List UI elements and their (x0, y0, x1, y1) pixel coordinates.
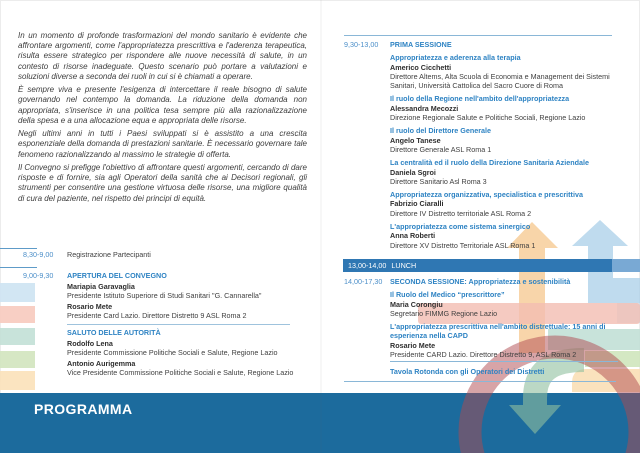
speaker-role: Presidente Istituto Superiore di Studi Sanitari "G. Cannarella" (67, 291, 262, 300)
speaker-role: Direttore Sanitario Asl Roma 3 (390, 176, 487, 186)
speaker-role: Presidente CARD Lazio. Direttore Distretto 9, ASL Roma 2 (390, 350, 577, 360)
speaker-role: Presidente Commissione Politiche Sociali e Salute, Regione Lazio (67, 348, 278, 357)
divider-line (67, 324, 290, 325)
agenda-item (390, 322, 630, 362)
lunch-label: LUNCH (391, 261, 417, 270)
divider-line (344, 381, 616, 382)
intro-paragraph: Il Convegno si prefigge l'obiettivo di affrontare questi argomenti, cercando di dare risposte e di fornire, sia agli Operatori della sanità che ai Decisori regionali, gli strumenti per consentire una gestione virtuosa delle risorse, una migliore qualità di cura del paziente, nel rispetto dei principi di equità. (18, 163, 307, 203)
section-heading-apertura: APERTURA DEL CONVEGNO (67, 271, 167, 280)
left-separator-line (0, 267, 37, 268)
page-title: PROGRAMMA (34, 401, 133, 417)
session-2-heading: SECONDA SESSIONE: Appropriatezza e sostenibilità (390, 277, 571, 286)
registration-title: Registrazione Partecipanti (67, 250, 151, 259)
section-saluto (67, 328, 299, 379)
talk-title: L'appropriatezza prescrittiva nell'ambito distrettuale: 15 anni di esperienza nella CAPD (390, 322, 606, 341)
speaker-name: Rosario Mete (390, 340, 436, 350)
talk-title: Il Ruolo del Medico “prescrittore” (390, 290, 505, 300)
time-label: 9,30-13,00 (344, 40, 379, 49)
speaker-role: Direttore Generale ASL Roma 1 (390, 144, 492, 154)
agenda-item (390, 190, 630, 218)
talk-title: Appropriatezza e aderenza alla terapia (390, 53, 521, 63)
talk-title: Appropriatezza organizzativa, specialistica e prescrittiva (390, 190, 583, 200)
talk-title: Tavola Rotonda con gli Operatori dei Distretti (390, 367, 545, 377)
agenda-item (390, 94, 630, 122)
time-label: 8,30-9,00 (23, 250, 54, 259)
talk-title: Il ruolo del Direttore Generale (390, 126, 492, 136)
speaker (67, 339, 299, 357)
lunch-bar (343, 259, 612, 272)
session-2 (344, 277, 632, 382)
speaker-name: Antonio Aurigemma (67, 359, 136, 368)
speaker (67, 282, 303, 300)
session-1 (344, 40, 632, 254)
agenda-item (390, 126, 630, 154)
speaker-name: Angelo Tanese (390, 135, 441, 145)
section-heading-saluto: SALUTO DELLE AUTORITÀ (67, 328, 161, 337)
speaker-name: Fabrizio Ciaralli (390, 199, 444, 209)
intro-paragraph: Negli ultimi anni in tutti i Paesi sviluppati si è assistito a una crescita esponenziale della domanda di prestazioni sanitarie. È necessario governare tale fenomeno razionalizzando al massimo le strategie di offerta. (18, 129, 307, 159)
time-label: 14,00-17,30 (344, 277, 383, 286)
left-separator-line (0, 248, 37, 249)
speaker-name: Maria Corongiu (390, 299, 443, 309)
time-label: 9,00-9,30 (23, 271, 54, 280)
speaker-role: Presidente Card Lazio. Direttore Distretto 9 ASL Roma 2 (67, 311, 247, 320)
schedule-row-registration (23, 250, 313, 259)
intro-paragraph: È sempre viva e presente l'esigenza di intercettare il reale bisogno di salute governando nel contempo la domanda. La riduzione della domanda non appropriata, s'inserisce in una politica tesa sempre più alla razionalizzazione della spesa e a una allocazione equa e appropriata delle risorse. (18, 85, 307, 125)
divider-line (390, 361, 618, 362)
intro-text (18, 31, 307, 207)
lunch-bar-extension (612, 259, 640, 272)
speaker-name: Rosario Mete (67, 302, 113, 311)
talk-title: Il ruolo della Regione nell'ambito dell'appropriatezza (390, 94, 570, 104)
speaker-role: Segretario FIMMG Regione Lazio (390, 308, 498, 318)
talk-title: L'appropriatezza come sistema sinergico (390, 222, 531, 232)
speaker-role: Direttore IV Distretto territoriale ASL Roma 2 (390, 208, 532, 218)
talk-title: La centralità ed il ruolo della Direzione Sanitaria Aziendale (390, 158, 590, 168)
session-1-heading: PRIMA SESSIONE (390, 40, 452, 49)
speaker (67, 359, 299, 377)
lunch-time: 13,00-14,00 (348, 261, 387, 270)
speaker (67, 302, 303, 320)
agenda-item (390, 158, 630, 186)
column-top-line (344, 35, 612, 36)
speaker-role: Direttore Altems, Alta Scuola di Economia e Management dei Sistemi Sanitari, Università Cattolica del Sacro Cuore di Roma (390, 71, 610, 91)
agenda-item (390, 367, 630, 376)
intro-paragraph: In un momento di profonde trasformazioni del mondo sanitario è evidente che affrontare argomenti, come l'appropriatezza prescrittiva e l'aderenza terapeutica, risulta essere strategico per rispondere alle nuove necessità di salute, in un contesto di risorse inadeguate. Questo scenario può portare a valutazioni e soluzioni diverse a seconda dei ruoli in cui si è chiamati a operare. (18, 31, 307, 81)
agenda-item (390, 222, 630, 250)
speaker-name: Daniela Sgroi (390, 167, 436, 177)
speaker-name: Rodolfo Lena (67, 339, 113, 348)
agenda-item (390, 290, 630, 318)
speaker-role: Direttore XV Distretto Territoriale ASL Roma 1 (390, 240, 536, 250)
agenda-item (390, 53, 630, 90)
schedule-row-apertura (23, 271, 309, 322)
speaker-name: Mariapia Garavaglia (67, 282, 135, 291)
speaker-name: Anna Roberti (390, 231, 436, 241)
speaker-role: Direzione Regionale Salute e Politiche Sociali, Regione Lazio (390, 113, 586, 123)
speaker-role: Vice Presidente Commissione Politiche Sociali e Salute, Regione Lazio (67, 368, 294, 377)
page-fold-shadow (320, 0, 322, 453)
speaker-name: Americo Cicchetti (390, 62, 452, 72)
speaker-name: Alessandra Mecozzi (390, 103, 459, 113)
